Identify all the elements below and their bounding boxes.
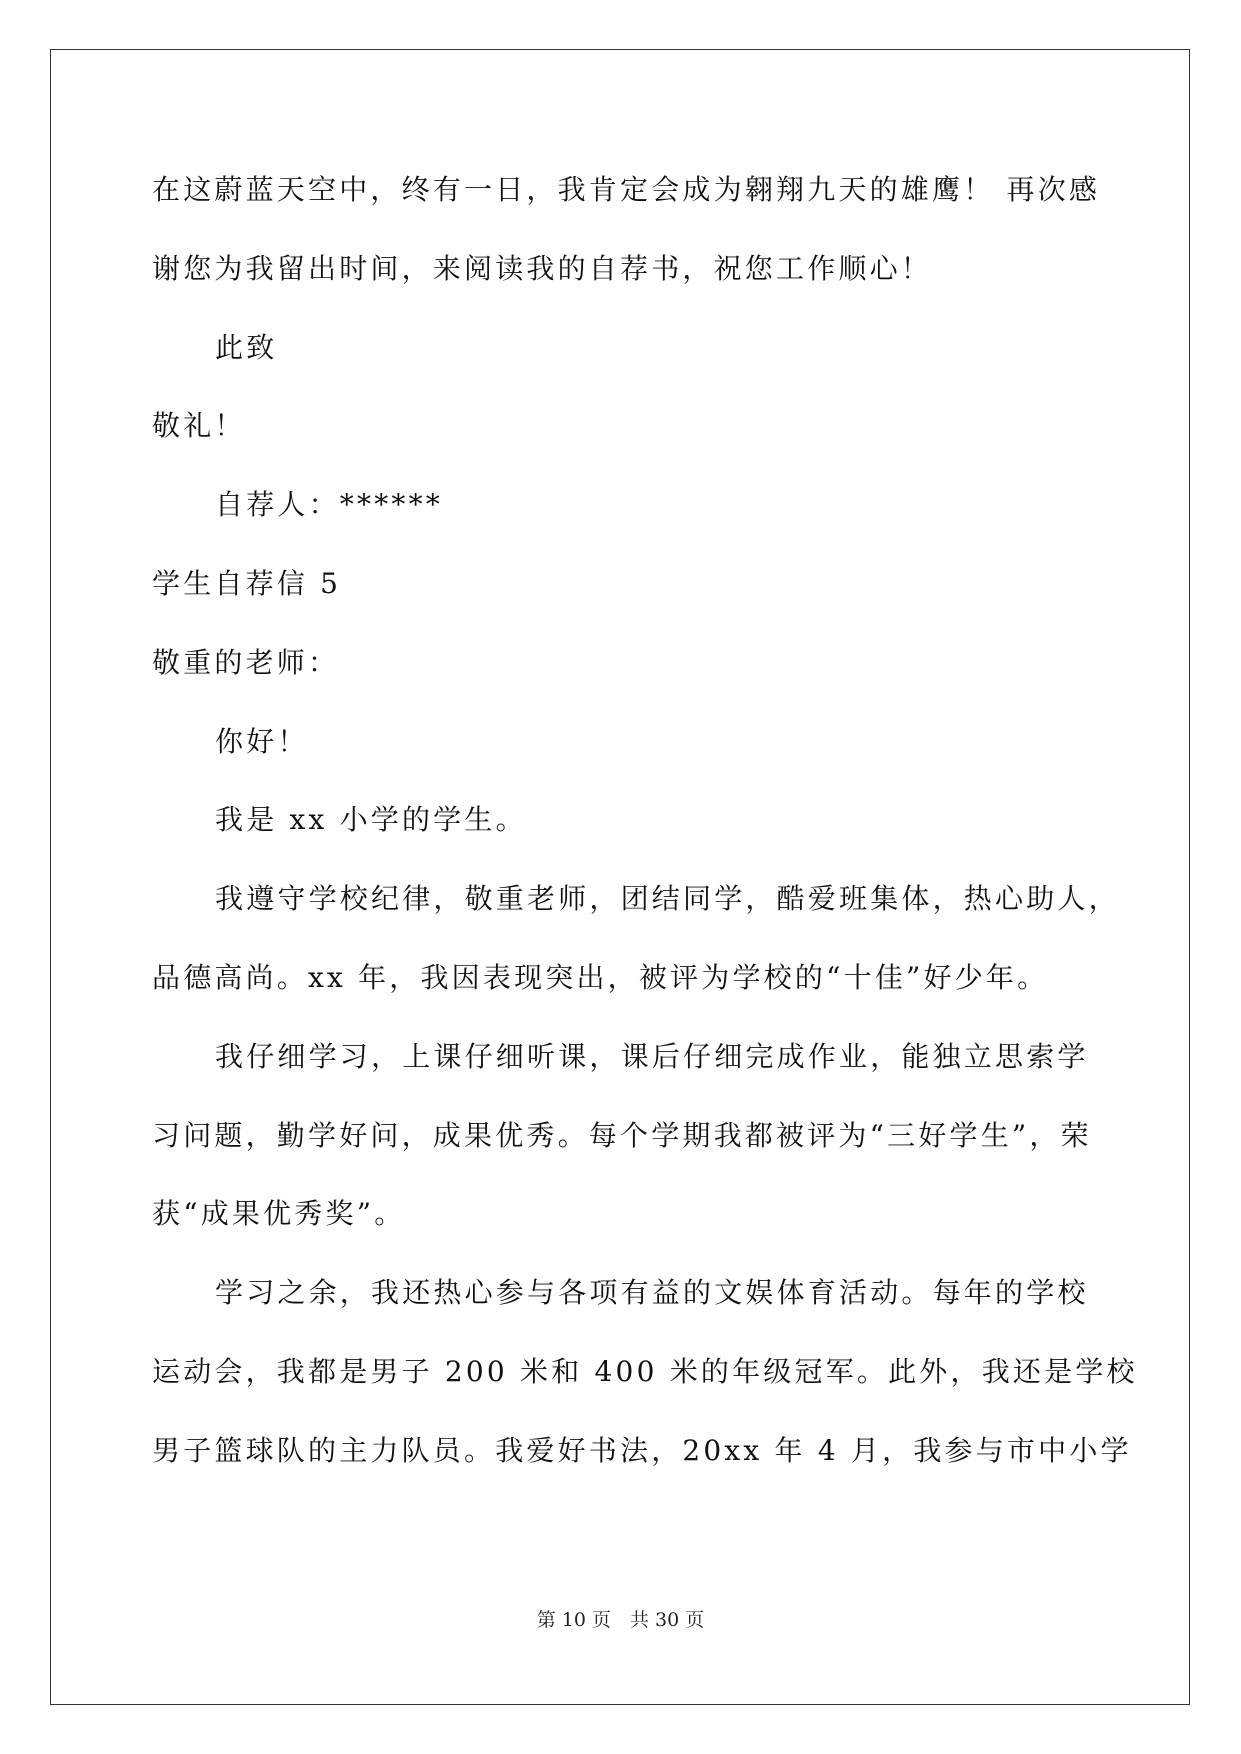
text-line: 习问题，勤学好问，成果优秀。每个学期我都被评为“三好学生”，荣 [152,1119,1092,1152]
text-line: 在这蔚蓝天空中，终有一日，我肯定会成为翱翔九天的雄鹰！ 再次感 [152,173,1101,206]
text-line: 学习之余，我还热心参与各项有益的文娱体育活动。每年的学校 [215,1276,1089,1309]
page-number: 第 10 页 共 30 页 [536,1609,705,1631]
text-line: 运动会，我都是男子 200 米和 400 米的年级冠军。此外，我还是学校 [152,1355,1138,1388]
text-line: 男子篮球队的主力队员。我爱好书法，20xx 年 4 月，我参与市中小学 [152,1434,1132,1467]
text-line: 品德高尚。xx 年，我因表现突出，被评为学校的“十佳”好少年。 [152,961,1049,994]
letter-greeting: 敬重的老师： [152,646,340,679]
section-heading: 学生自荐信 5 [152,567,342,600]
text-line: 我遵守学校纪律，敬重老师，团结同学，酷爱班集体，热心助人， [215,882,1120,915]
text-line: 我仔细学习，上课仔细听课，课后仔细完成作业，能独立思索学 [215,1040,1089,1073]
signature-line: 自荐人：****** [215,488,444,521]
text-line: 获“成果优秀奖”。 [152,1197,406,1230]
text-line: 我是 xx 小学的学生。 [215,803,527,836]
text-line: 谢您为我留出时间，来阅读我的自荐书，祝您工作顺心！ [152,252,933,285]
closing-salutation: 此致 [215,331,278,364]
text-line: 你好！ [215,725,309,758]
closing-regards: 敬礼！ [152,409,246,442]
